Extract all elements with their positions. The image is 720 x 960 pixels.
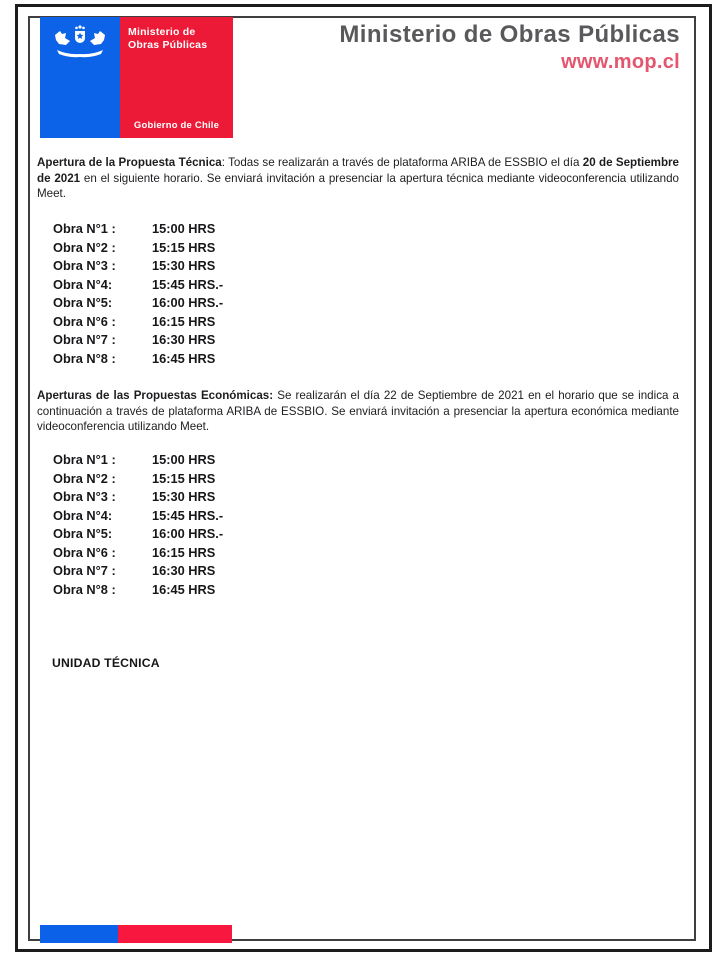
obra-label: Obra N°1 :	[53, 221, 116, 236]
obra-label: Obra N°1 :	[53, 452, 116, 467]
website-link[interactable]: www.mop.cl	[561, 51, 680, 73]
obra-label: Obra N°7 :	[53, 332, 116, 347]
obra-time: 15:00 HRS	[152, 452, 216, 467]
footer-flag-bar	[40, 925, 232, 943]
obra-time: 15:30 HRS	[152, 258, 216, 273]
logo-ministry-name	[128, 26, 207, 51]
obra-label: Obra N°5:	[53, 295, 113, 310]
schedule-row	[53, 239, 223, 258]
technical-heading: Apertura de la Propuesta Técnica	[37, 156, 222, 169]
schedule-row	[53, 220, 223, 239]
technical-text-1: : Todas se realizarán a través de plataforma ARIBA de ESSBIO el día	[221, 156, 583, 169]
technical-date: 20 de Septiembre de 2021	[37, 156, 680, 185]
obra-time: 15:45 HRS.-	[152, 507, 224, 523]
schedule-row	[53, 294, 223, 313]
schedule-row	[53, 350, 223, 369]
schedule-row	[53, 525, 223, 544]
obra-time: 16:00 HRS.-	[152, 295, 224, 310]
page-title: Ministerio de Obras Públicas	[339, 21, 680, 48]
obra-time: 15:00 HRS	[152, 221, 216, 236]
obra-label: Obra N°2 :	[53, 239, 116, 255]
obra-label: Obra N°6 :	[53, 544, 116, 560]
logo-ministry-line2: Obras Públicas	[128, 38, 208, 51]
obra-label: Obra N°7 :	[53, 563, 116, 578]
obra-time: 15:30 HRS	[152, 489, 216, 504]
schedule-row	[53, 313, 223, 332]
schedule-row	[53, 488, 223, 507]
economic-schedule	[53, 451, 223, 599]
schedule-row	[53, 562, 223, 581]
obra-time: 15:15 HRS	[152, 470, 216, 486]
signature-unidad-tecnica: UNIDAD TÉCNICA	[52, 656, 160, 670]
logo-ministry-line1: Ministerio de	[128, 26, 196, 38]
logo-government-label: Gobierno de Chile	[133, 120, 220, 131]
schedule-row	[53, 451, 223, 470]
schedule-row	[53, 507, 223, 526]
footer-red-segment	[118, 925, 232, 943]
obra-label: Obra N°4:	[53, 507, 113, 523]
obra-time: 16:30 HRS	[152, 563, 216, 578]
obra-label: Obra N°4:	[53, 276, 113, 292]
obra-label: Obra N°5:	[53, 526, 113, 541]
obra-label: Obra N°6 :	[53, 313, 116, 329]
schedule-row	[53, 544, 223, 563]
obra-time: 16:30 HRS	[152, 332, 216, 347]
obra-label: Obra N°3 :	[53, 489, 116, 504]
technical-opening-paragraph	[37, 155, 679, 202]
obra-label: Obra N°3 :	[53, 258, 116, 273]
obra-label: Obra N°8 :	[53, 581, 116, 597]
mop-logo	[40, 17, 233, 138]
obra-label: Obra N°2 :	[53, 470, 116, 486]
schedule-row	[53, 581, 223, 600]
technical-schedule	[53, 220, 223, 368]
obra-time: 16:45 HRS	[152, 581, 216, 597]
obra-time: 16:15 HRS	[152, 313, 216, 329]
economic-heading: Aperturas de las Propuestas Económicas:	[37, 389, 274, 402]
economic-text-1: Se realizarán el día 22 de Septiembre de 2021 en el horario que se indica a continuación a través de plataforma ARIBA de ESSBIO. Se enviará invitación a presenciar la apertura económica mediante videoconferencia utilizando Meet.	[37, 389, 679, 434]
schedule-row	[53, 331, 223, 350]
schedule-row	[53, 257, 223, 276]
obra-time: 16:15 HRS	[152, 544, 216, 560]
obra-time: 15:45 HRS.-	[152, 276, 224, 292]
obra-time: 15:15 HRS	[152, 239, 216, 255]
schedule-row	[53, 276, 223, 295]
obra-time: 16:00 HRS.-	[152, 526, 224, 541]
logo-blue-panel	[40, 17, 120, 138]
obra-label: Obra N°8 :	[53, 350, 116, 366]
logo-red-panel	[120, 17, 233, 138]
coat-of-arms-icon	[51, 24, 109, 58]
schedule-row	[53, 470, 223, 489]
obra-time: 16:45 HRS	[152, 350, 216, 366]
economic-opening-paragraph	[37, 388, 679, 435]
footer-blue-segment	[40, 925, 118, 943]
technical-text-2: en el siguiente horario. Se enviará invitación a presenciar la apertura técnica mediante videoconferencia utilizando Meet.	[37, 171, 679, 201]
